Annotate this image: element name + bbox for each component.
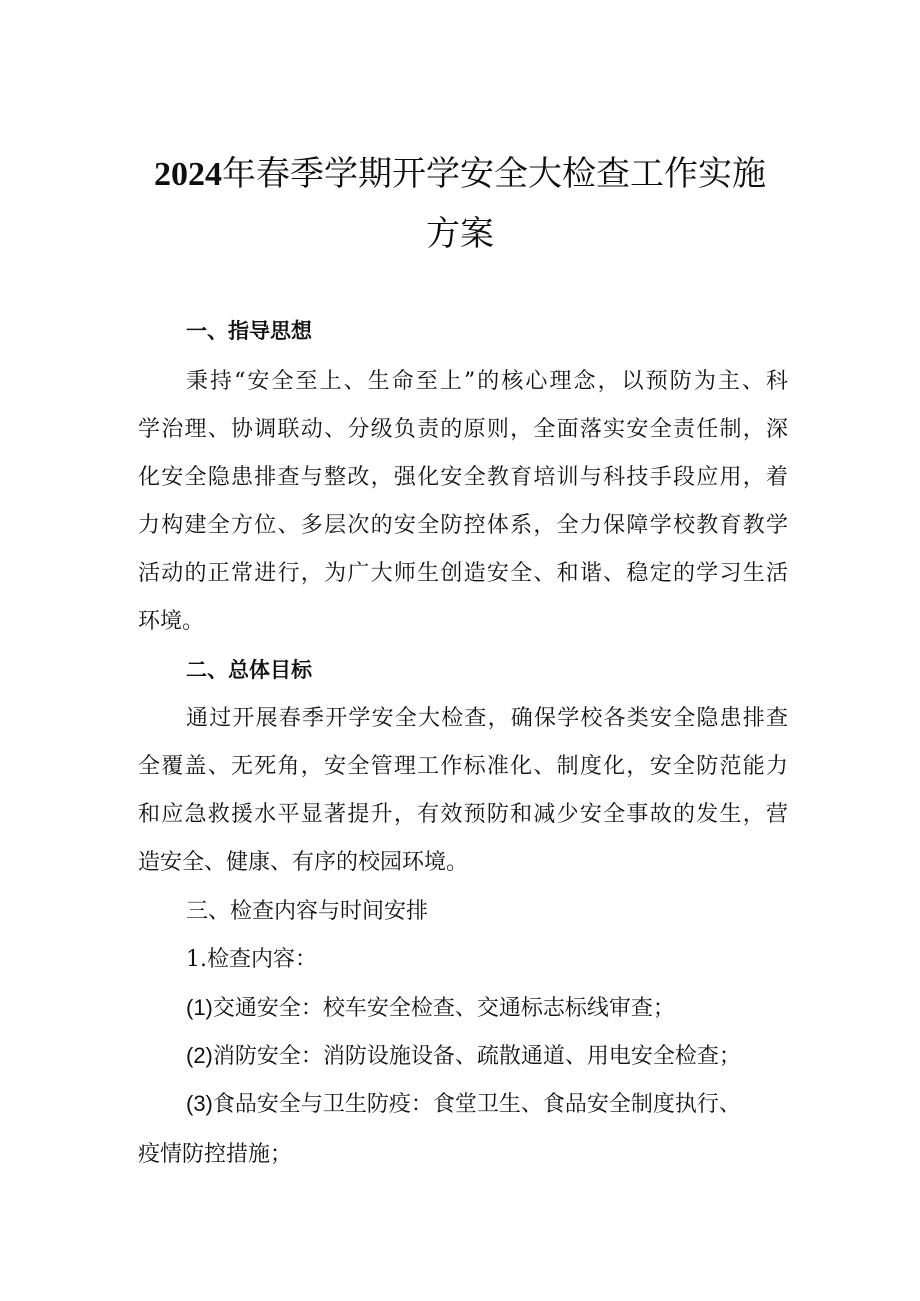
paragraph-line: 力构建全方位、多层次的安全防控体系，全力保障学校教育教学 <box>138 513 788 538</box>
subsection-heading: 1.检查内容： <box>186 947 317 972</box>
paragraph-line: 环境。 <box>138 609 205 634</box>
title-text: 年春季学期开学安全大检查工作实施 <box>222 154 766 194</box>
title-year: 2024 <box>154 156 222 193</box>
document-title-line-1 <box>0 154 920 195</box>
paragraph-line: 全覆盖、无死角，安全管理工作标准化、制度化，安全防范能力 <box>138 754 788 779</box>
list-item <box>186 993 836 1023</box>
list-item-text: 交通安全：校车安全检查、交通标志标线审查； <box>212 996 675 1021</box>
section-heading-1: 一、指导思想 <box>186 319 312 343</box>
paragraph-line <box>186 367 788 397</box>
list-item <box>186 1041 836 1071</box>
list-item-number: (1) <box>186 995 213 1020</box>
section-heading-3: 三、检查内容与时间安排 <box>186 899 429 924</box>
list-item-text: 食品安全与卫生防疫：食堂卫生、食品安全制度执行、 <box>212 1092 741 1117</box>
paragraph-line: 活动的正常进行，为广大师生创造安全、和谐、稳定的学习生活 <box>138 561 788 586</box>
paragraph-line: 化安全隐患排查与整改，强化安全教育培训与科技手段应用，着 <box>138 465 788 490</box>
paragraph-line: 造安全、健康、有序的校园环境。 <box>138 850 469 875</box>
list-item-number: (2) <box>186 1043 213 1068</box>
list-item-text: 消防安全：消防设施设备、疏散通道、用电安全检查； <box>212 1044 741 1069</box>
document-title-line-2: 方案 <box>426 214 494 254</box>
list-item-continuation: 疫情防控措施； <box>138 1142 293 1167</box>
paragraph-text: 通过开展春季开学安全大检查，确保学校各类安全隐患排查 <box>186 706 788 731</box>
list-item-number: (3) <box>186 1091 213 1116</box>
section-heading-2: 二、总体目标 <box>186 658 312 682</box>
list-item <box>186 1089 836 1119</box>
paragraph-text: 秉持“安全至上、生命至上”的核心理念，以预防为主、科 <box>186 369 788 394</box>
paragraph-line: 学治理、协调联动、分级负责的原则，全面落实安全责任制，深 <box>138 417 788 442</box>
paragraph-line: 和应急救援水平显著提升，有效预防和减少安全事故的发生，营 <box>138 802 788 827</box>
paragraph-line <box>186 704 788 734</box>
